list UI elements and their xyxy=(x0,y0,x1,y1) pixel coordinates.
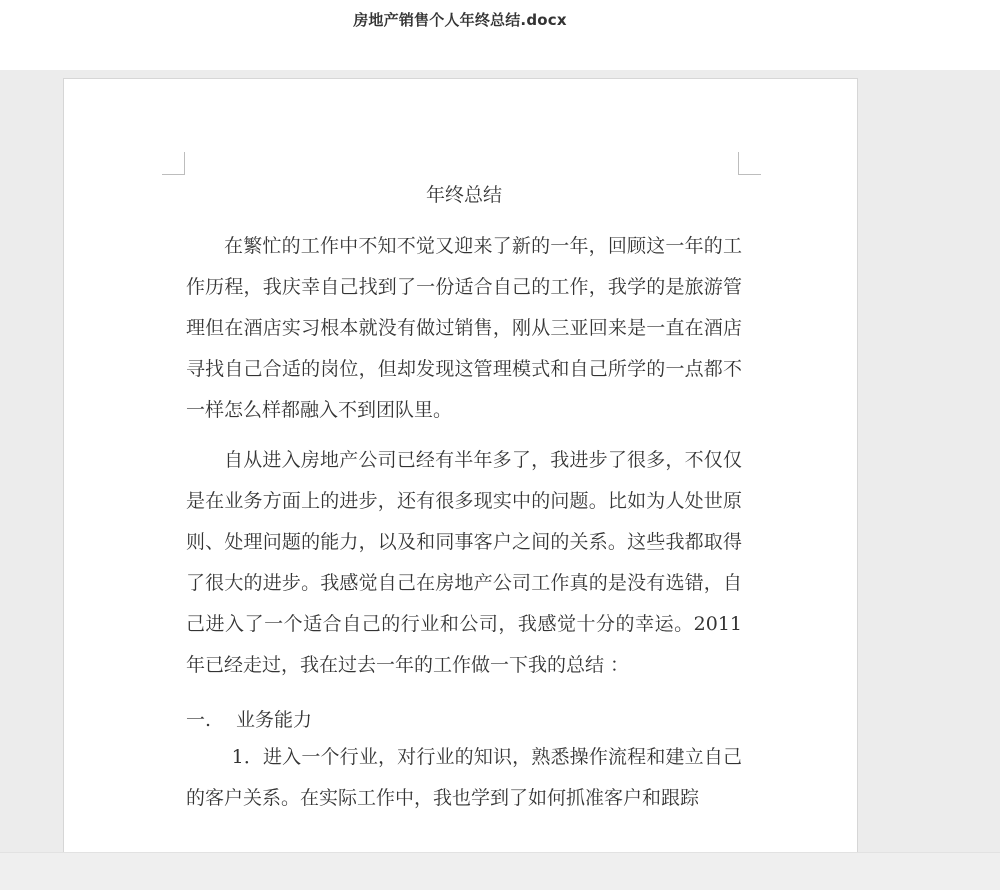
margin-corner-top-left xyxy=(162,152,185,175)
page-body xyxy=(186,182,742,819)
title-bar xyxy=(0,0,1000,70)
bottom-bar xyxy=(0,852,1000,890)
paragraph-1: 在繁忙的工作中不知不觉又迎来了新的一年，回顾这一年的工作历程，我庆幸自己找到了一份适合自己的工作，我学的是旅游管理但在酒店实习根本就没有做过销售，刚从三亚回来是一直在酒店寻找自己合适的岗位，但却发现这管理模式和自己所学的一点都不一样怎么样都融入不到团队里。 xyxy=(186,235,742,421)
subparagraph-1: 1．进入一个行业，对行业的知识，熟悉操作流程和建立自己的客户关系。在实际工作中，我也学到了如何抓准客户和跟踪 xyxy=(186,746,742,809)
paragraph-2: 自从进入房地产公司已经有半年多了，我进步了很多，不仅仅是在业务方面上的进步，还有很多现实中的问题。比如为人处世原则、处理问题的能力，以及和同事客户之间的关系。这些我都取得了很大的进步。我感觉自己在房地产公司工作真的是没有选错，自己进入了一个适合自己的行业和公司，我感觉十分的幸运。2011 年已经走过，我在过去一年的工作做一下我的总结 ： xyxy=(186,449,742,676)
document-title: 房地产销售个人年终总结.docx xyxy=(353,11,567,29)
document-viewer[interactable] xyxy=(0,70,1000,852)
section-title: 业务能力 xyxy=(236,709,313,731)
section-number: 一. xyxy=(186,709,212,731)
margin-corner-top-right xyxy=(738,152,761,175)
document-heading: 年终总结 xyxy=(425,184,502,206)
document-page xyxy=(63,78,858,852)
section-heading xyxy=(186,703,742,737)
